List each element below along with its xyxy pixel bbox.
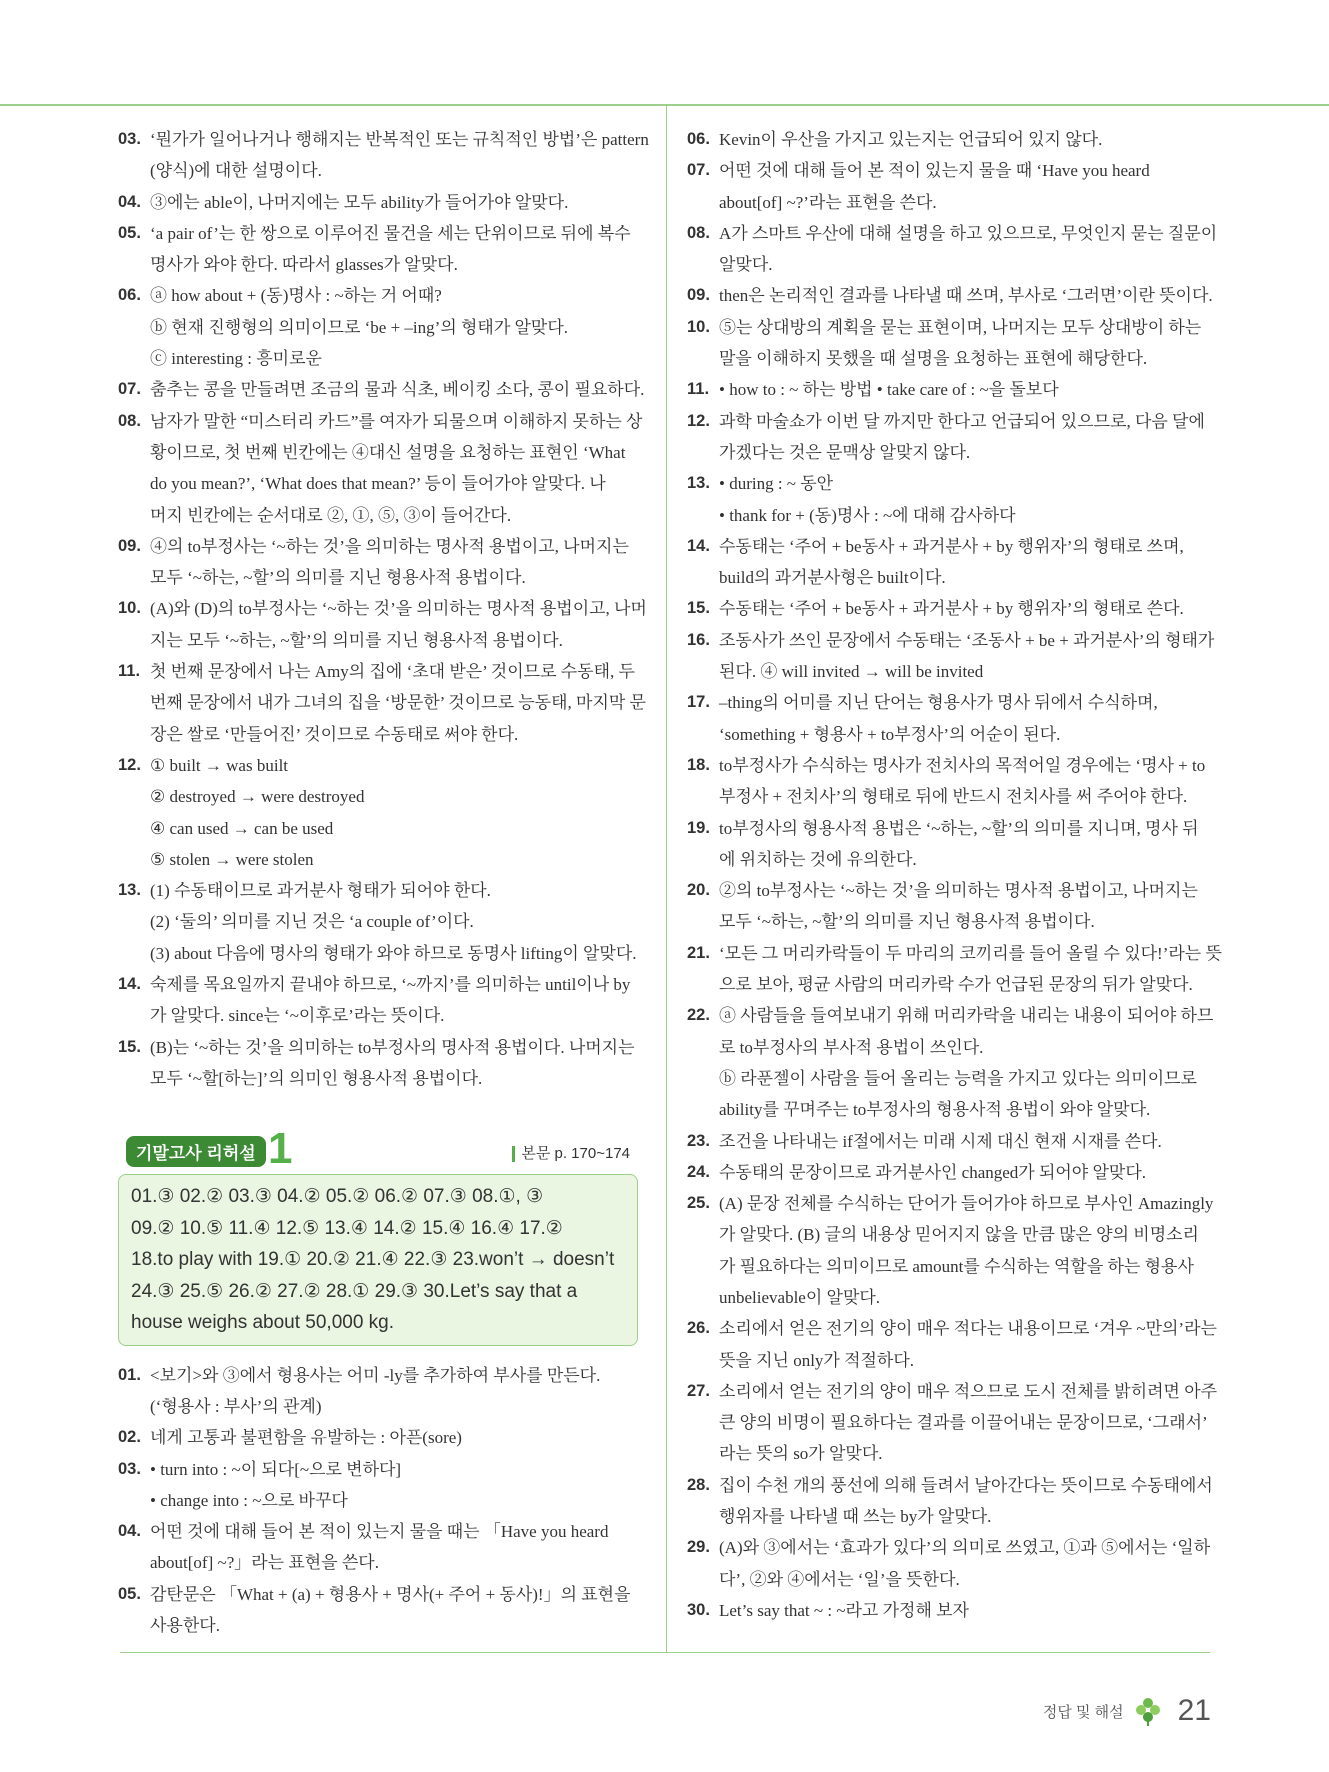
answer-item [687, 1000, 1214, 1125]
item-line: 번째 문장에서 내가 그녀의 집을 ‘방문한’ 것이므로 능동태, 마지막 문 [150, 693, 646, 713]
item-number: 11. [687, 380, 710, 399]
item-line: 머지 빈칸에는 순서대로 ②, ①, ⑤, ③이 들어간다. [150, 505, 512, 525]
item-number: 11. [118, 662, 141, 681]
item-text [719, 1313, 1217, 1376]
answer-item [118, 1422, 638, 1453]
item-line: 가겠다는 것은 문맥상 알맞지 않다. [719, 442, 971, 462]
item-text [719, 625, 1214, 688]
item-line: (3) about 다음에 명사의 형태가 와야 하므로 동명사 lifting이 알맞다. [150, 943, 637, 963]
item-text [150, 280, 638, 374]
item-line: ②의 to부정사는 ‘~하는 것’을 의미하는 명사적 용법이고, 나머지는 [719, 881, 1198, 901]
item-number: 01. [118, 1365, 141, 1384]
item-number: 12. [687, 411, 710, 430]
item-text [719, 1188, 1213, 1313]
item-line: (‘형용사 : 부사’의 관계) [150, 1397, 322, 1416]
item-number: 07. [687, 161, 710, 180]
item-number: 04. [118, 192, 141, 211]
item-number: 22. [687, 1006, 710, 1025]
answer-item [118, 1032, 638, 1095]
item-line: build의 과거분사형은 built이다. [719, 568, 946, 588]
item-number: 21. [687, 943, 710, 962]
item-line: about[of] ~?’라는 표현을 쓴다. [719, 192, 937, 212]
item-line: ⓐ 사람들을 들여보내기 위해 머리카락을 내리는 내용이 되어야 하므 [719, 1006, 1214, 1026]
item-line: • turn into : ~이 되다[~으로 변하다] [150, 1459, 402, 1479]
item-text [150, 656, 646, 750]
item-text [150, 593, 647, 656]
item-text [719, 1595, 1207, 1626]
item-number: 04. [118, 1522, 141, 1541]
answer-item [118, 875, 638, 969]
answer-item [118, 1454, 638, 1517]
item-line: ‘모든 그 머리카락들이 두 마리의 코끼리를 들어 올릴 수 있다!’라는 뜻 [719, 943, 1222, 963]
answer-line: house weighs about 50,000 kg. [131, 1312, 395, 1334]
answer-item [118, 969, 638, 1032]
item-line: ③에는 able이, 나머지에는 모두 ability가 들어가야 알맞다. [150, 192, 569, 212]
answer-item [687, 1376, 1218, 1470]
item-line: 부정사 + 전치사’의 형태로 뒤에 반드시 전치사를 써 주어야 한다. [719, 787, 1188, 807]
answer-item [687, 625, 1215, 688]
answer-item [687, 312, 1207, 375]
item-line: 뜻을 지닌 only가 적절하다. [719, 1350, 915, 1370]
item-line: ⓐ how about + (동)명사 : ~하는 거 어때? [150, 286, 442, 306]
answer-item [118, 750, 638, 875]
answer-item [687, 1595, 1207, 1626]
item-line: 행위자를 나타낼 때 쓰는 by가 알맞다. [719, 1507, 992, 1527]
section-page-ref: 본문 p. 170~174 [512, 1146, 630, 1162]
answer-item [118, 593, 647, 656]
answer-item [118, 1360, 638, 1423]
item-number: 25. [687, 1194, 710, 1213]
item-line: 어떤 것에 대해 들어 본 적이 있는지 물을 때는 「Have you heard [150, 1522, 609, 1542]
item-number: 09. [118, 536, 141, 555]
item-line: 네게 고통과 불편함을 유발하는 : 아픈(sore) [150, 1428, 462, 1448]
item-line: 에 위치하는 것에 유의한다. [719, 849, 917, 869]
item-line: 어떤 것에 대해 들어 본 적이 있는지 물을 때 ‘Have you heard [719, 161, 1150, 181]
answer-item [687, 124, 1207, 155]
item-line: • change into : ~으로 바꾸다 [150, 1490, 348, 1510]
item-line: 집이 수천 개의 풍선에 의해 들려서 날아간다는 뜻이므로 수동태에서 [719, 1475, 1213, 1495]
item-text [150, 187, 638, 218]
item-line: (2) ‘둘의’ 의미를 지닌 것은 ‘a couple of’이다. [150, 912, 474, 932]
answer-item [687, 687, 1207, 750]
item-line: (A)와 (D)의 to부정사는 ‘~하는 것’을 의미하는 명사적 용법이고, 나머 [150, 599, 647, 619]
item-number: 05. [118, 1584, 141, 1603]
item-number: 13. [687, 474, 710, 493]
item-text [719, 1376, 1217, 1470]
item-line: (A) 문장 전체를 수식하는 단어가 들어가야 하므로 부사인 Amazingly [719, 1194, 1214, 1214]
item-text [150, 1454, 638, 1517]
item-number: 15. [687, 599, 710, 618]
answer-item [118, 218, 638, 281]
item-text [150, 1032, 638, 1095]
item-text [719, 374, 1207, 405]
right-column [687, 124, 1222, 1626]
answer-item [687, 280, 1213, 311]
item-line: 모두 ‘~할[하는]’의 의미인 형용사적 용법이다. [150, 1068, 483, 1088]
item-line: 라는 뜻의 so가 알맞다. [719, 1444, 883, 1464]
answer-item [118, 124, 649, 187]
answer-item [687, 1188, 1214, 1313]
answer-item [687, 531, 1207, 594]
item-text [150, 1360, 638, 1423]
answer-item [687, 1313, 1217, 1376]
item-line: ability를 꾸며주는 to부정사의 형용사적 용법이 와야 알맞다. [719, 1100, 1151, 1120]
item-number: 29. [687, 1538, 710, 1557]
item-line: then은 논리적인 결과를 나타낼 때 쓰며, 부사로 ‘그러면’이란 뜻이다. [719, 286, 1213, 306]
answer-item [118, 374, 645, 405]
footer-label: 정답 및 해설 [1042, 1703, 1124, 1721]
item-line: (A)와 ③에서는 ‘효과가 있다’의 의미로 쓰였고, ①과 ⑤에서는 ‘일하 [719, 1538, 1211, 1558]
item-number: 26. [687, 1319, 710, 1338]
item-text [719, 1470, 1213, 1533]
item-line: unbelievable이 알맞다. [719, 1287, 881, 1307]
item-line: 남자가 말한 “미스터리 카드”를 여자가 되물으며 이해하지 못하는 상 [150, 411, 643, 431]
item-line: ② destroyed → were destroyed [150, 787, 365, 807]
item-line: 으로 보아, 평균 사람의 머리카락 수가 언급된 문장의 뒤가 알맞다. [719, 975, 1193, 995]
item-number: 06. [118, 286, 141, 305]
item-line: 장은 쌀로 ‘만들어진’ 것이므로 수동태로 써야 한다. [150, 724, 519, 744]
item-line: • during : ~ 동안 [719, 474, 834, 494]
item-line: 감탄문은 「What + (a) + 형용사 + 명사(+ 주어 + 동사)!」의 표현을 [150, 1584, 631, 1604]
item-line: 소리에서 얻는 전기의 양이 매우 적으므로 도시 전체를 밝히려면 아주 [719, 1381, 1218, 1401]
item-line: 소리에서 얻은 전기의 양이 매우 적다는 내용이므로 ‘겨우 ~만의’라는 [719, 1319, 1217, 1339]
answer-item [687, 1532, 1211, 1595]
answer-item [687, 875, 1207, 938]
item-line: 모두 ‘~하는, ~할’의 의미를 지닌 형용사적 용법이다. [719, 912, 1095, 932]
item-line: 알맞다. [719, 255, 773, 275]
item-line: do you mean?’, ‘What does that mean?’ 등이 들어가야 알맞다. 나 [150, 474, 606, 494]
item-line: 가 알맞다. (B) 글의 내용상 믿어지지 않을 만큼 많은 양의 비명소리 [719, 1225, 1199, 1245]
item-number: 08. [118, 411, 141, 430]
item-line: 로 to부정사의 부사적 용법이 쓰인다. [719, 1037, 984, 1057]
answer-item [687, 938, 1222, 1001]
item-text [150, 875, 638, 969]
item-text [150, 406, 642, 531]
item-number: 10. [687, 317, 710, 336]
item-line: 지는 모두 ‘~하는, ~할’의 의미를 지닌 형용사적 용법이다. [150, 630, 563, 650]
left-item-list-2 [118, 1360, 638, 1642]
item-number: 14. [118, 975, 141, 994]
item-line: ‘something + 형용사 + to부정사’의 어순이 된다. [719, 724, 1061, 744]
item-number: 20. [687, 881, 710, 900]
answer-item [687, 406, 1207, 469]
item-number: 03. [118, 130, 141, 148]
item-line: 명사가 와야 한다. 따라서 glasses가 알맞다. [150, 255, 458, 275]
item-number: 09. [687, 286, 710, 305]
answer-item [687, 374, 1207, 405]
answer-line: 18.to play with 19.① 20.② 21.④ 22.③ 23.won’t → doesn’t [131, 1249, 615, 1271]
item-line: 된다. ④ will invited → will be invited [719, 662, 984, 682]
page-footer [1043, 1694, 1211, 1728]
item-line: ⓑ 현재 진행형의 의미이므로 ‘be + –ing’의 형태가 알맞다. [150, 317, 569, 337]
section-number: 1 [268, 1124, 293, 1174]
item-text [719, 280, 1213, 311]
item-line: about[of] ~?」라는 표현을 쓴다. [150, 1553, 379, 1573]
item-number: 27. [687, 1381, 710, 1400]
answer-item [687, 750, 1207, 813]
item-text [150, 531, 638, 594]
item-number: 23. [687, 1131, 710, 1150]
answer-item [118, 531, 638, 594]
item-line: 춤추는 콩을 만들려면 조금의 물과 식초, 베이킹 소다, 콩이 필요하다. [150, 380, 645, 400]
item-number: 05. [118, 223, 141, 242]
item-line: 큰 양의 비명이 필요하다는 결과를 이끌어내는 문장이므로, ‘그래서’ [719, 1413, 1208, 1433]
item-line: A가 스마트 우산에 대해 설명을 하고 있으므로, 무엇인지 묻는 질문이 [719, 223, 1218, 243]
item-text [719, 1126, 1207, 1157]
answer-item [687, 1157, 1207, 1188]
item-number: 18. [687, 755, 710, 774]
answer-item [687, 593, 1207, 624]
page-number: 21 [1177, 1694, 1211, 1727]
item-line: Let’s say that ~ : ~라고 가정해 보자 [719, 1600, 969, 1620]
item-line: ⑤ stolen → were stolen [150, 849, 314, 869]
item-text [719, 312, 1207, 375]
answer-item [687, 1470, 1213, 1533]
item-line: Kevin이 우산을 가지고 있는지는 언급되어 있지 않다. [719, 130, 1103, 149]
answer-item [687, 155, 1207, 218]
answer-item [118, 280, 638, 374]
item-text [150, 374, 644, 405]
item-number: 19. [687, 818, 710, 837]
answer-key-box [118, 1174, 638, 1346]
item-line: 첫 번째 문장에서 나는 Amy의 집에 ‘초대 받은’ 것이므로 수동태, 두 [150, 662, 635, 682]
item-text [150, 750, 638, 875]
item-text [719, 155, 1207, 218]
right-item-list [687, 124, 1222, 1626]
item-text [719, 406, 1207, 469]
answer-line: 09.② 10.⑤ 11.④ 12.⑤ 13.④ 14.② 15.④ 16.④ 17.② [131, 1217, 563, 1239]
left-column [118, 124, 649, 1641]
item-line: ⓑ 라푼젤이 사람을 들어 올리는 능력을 가지고 있다는 의미이므로 [719, 1068, 1197, 1088]
item-line: (1) 수동태이므로 과거분사 형태가 되어야 한다. [150, 881, 491, 901]
item-line: ⑤는 상대방의 계획을 묻는 표현이며, 나머지는 모두 상대방이 하는 [719, 317, 1202, 337]
answer-item [118, 656, 646, 750]
top-rule [0, 104, 1329, 106]
answer-item [118, 1579, 638, 1642]
answer-item [118, 187, 638, 218]
item-line: 수동태는 ‘주어 + be동사 + 과거분사 + by 행위자’의 형태로 쓴다. [719, 599, 1184, 619]
item-number: 07. [118, 380, 141, 399]
column-divider [666, 104, 667, 1652]
item-number: 03. [118, 1459, 141, 1478]
item-number: 10. [118, 599, 141, 618]
item-text [719, 750, 1207, 813]
item-text [150, 969, 638, 1032]
item-text [719, 124, 1207, 155]
item-line: <보기>와 ③에서 형용사는 어미 -ly를 추가하여 부사를 만든다. [150, 1365, 601, 1385]
item-text [719, 687, 1207, 750]
answer-item [118, 406, 643, 531]
clover-leaf-icon [1134, 1696, 1162, 1726]
item-number: 17. [687, 693, 710, 712]
item-line: –thing의 어미를 지닌 단어는 형용사가 명사 뒤에서 수식하며, [719, 693, 1158, 713]
answer-item [687, 1126, 1207, 1157]
item-number: 24. [687, 1162, 710, 1181]
left-item-list [118, 124, 649, 1094]
item-line: • thank for + (동)명사 : ~에 대해 감사하다 [719, 505, 1016, 525]
item-text [719, 875, 1207, 938]
item-line: 황이므로, 첫 번째 빈칸에는 ④대신 설명을 요청하는 표현인 ‘What [150, 442, 626, 462]
item-number: 02. [118, 1428, 141, 1447]
item-line: • how to : ~ 하는 방법 • take care of : ~을 돌보다 [719, 380, 1059, 400]
item-text [719, 938, 1222, 1001]
item-text [719, 218, 1217, 281]
item-number: 08. [687, 223, 710, 242]
item-line: 말을 이해하지 못했을 때 설명을 요청하는 표현에 해당한다. [719, 349, 1148, 369]
item-line: ④ can used → can be used [150, 818, 334, 838]
answer-item [687, 468, 1207, 531]
answer-item [118, 1516, 638, 1579]
item-line: 조건을 나타내는 if절에서는 미래 시제 대신 현재 시재를 쓴다. [719, 1131, 1162, 1151]
item-text [150, 1579, 638, 1642]
item-text [150, 124, 649, 187]
bottom-rule [120, 1652, 1210, 1653]
item-number: 13. [118, 881, 141, 900]
item-number: 06. [687, 130, 710, 148]
item-line: 숙제를 목요일까지 끝내야 하므로, ‘~까지’를 의미하는 until이나 by [150, 975, 631, 995]
answer-line: 24.③ 25.⑤ 26.② 27.② 28.① 29.③ 30.Let’s say that a [131, 1280, 578, 1302]
item-number: 30. [687, 1600, 710, 1619]
item-line: ⓒ interesting : 흥미로운 [150, 349, 322, 369]
item-number: 28. [687, 1475, 710, 1494]
item-line: (B)는 ‘~하는 것’을 의미하는 to부정사의 명사적 용법이다. 나머지는 [150, 1037, 635, 1057]
item-line: 가 알맞다. since는 ‘~이후로’라는 뜻이다. [150, 1006, 445, 1026]
item-text [719, 1157, 1207, 1188]
item-line: 다’, ②와 ④에서는 ‘일’을 뜻한다. [719, 1569, 960, 1589]
item-line: ④의 to부정사는 ‘~하는 것’을 의미하는 명사적 용법이고, 나머지는 [150, 536, 629, 556]
item-text [150, 218, 638, 281]
item-text [150, 1422, 638, 1453]
item-number: 16. [687, 630, 710, 649]
item-number: 12. [118, 755, 141, 774]
item-line: ‘뭔가가 일어나거나 행해지는 반복적인 또는 규칙적인 방법’은 pattern [150, 130, 649, 149]
item-line: ‘a pair of’는 한 쌍으로 이루어진 물건을 세는 단위이므로 뒤에 복수 [150, 223, 631, 243]
item-line: 수동태는 ‘주어 + be동사 + 과거분사 + by 행위자’의 형태로 쓰며, [719, 536, 1184, 556]
item-number: 14. [687, 536, 710, 555]
answer-line: 01.③ 02.② 03.③ 04.② 05.② 06.② 07.③ 08.①, ③ [131, 1186, 544, 1208]
item-text [150, 1516, 638, 1579]
answer-item [687, 813, 1207, 876]
item-text [719, 468, 1207, 531]
item-text [719, 593, 1207, 624]
answer-item [687, 218, 1218, 281]
item-line: 가 필요하다는 의미이므로 amount를 수식하는 역할을 하는 형용사 [719, 1256, 1194, 1276]
section-header [118, 1124, 638, 1174]
item-line: 사용한다. [150, 1616, 220, 1636]
item-line: 모두 ‘~하는, ~할’의 의미를 지닌 형용사적 용법이다. [150, 568, 526, 588]
item-text [719, 1532, 1210, 1595]
item-line: to부정사의 형용사적 용법은 ‘~하는, ~할’의 의미를 지니며, 명사 뒤 [719, 818, 1199, 838]
item-text [719, 813, 1207, 876]
item-line: ① built → was built [150, 755, 289, 775]
item-line: 과학 마술쇼가 이번 달 까지만 한다고 언급되어 있으므로, 다음 달에 [719, 411, 1205, 431]
item-line: to부정사가 수식하는 명사가 전치사의 목적어일 경우에는 ‘명사 + to [719, 755, 1206, 775]
item-line: 조동사가 쓰인 문장에서 수동태는 ‘조동사 + be + 과거분사’의 형태가 [719, 630, 1215, 650]
item-line: (양식)에 대한 설명이다. [150, 161, 322, 181]
item-text [719, 531, 1207, 594]
item-line: 수동태의 문장이므로 과거분사인 changed가 되어야 알맞다. [719, 1162, 1146, 1182]
item-number: 15. [118, 1037, 141, 1056]
item-text [719, 1000, 1213, 1125]
section-badge: 기말고사 리허설 [126, 1136, 266, 1167]
